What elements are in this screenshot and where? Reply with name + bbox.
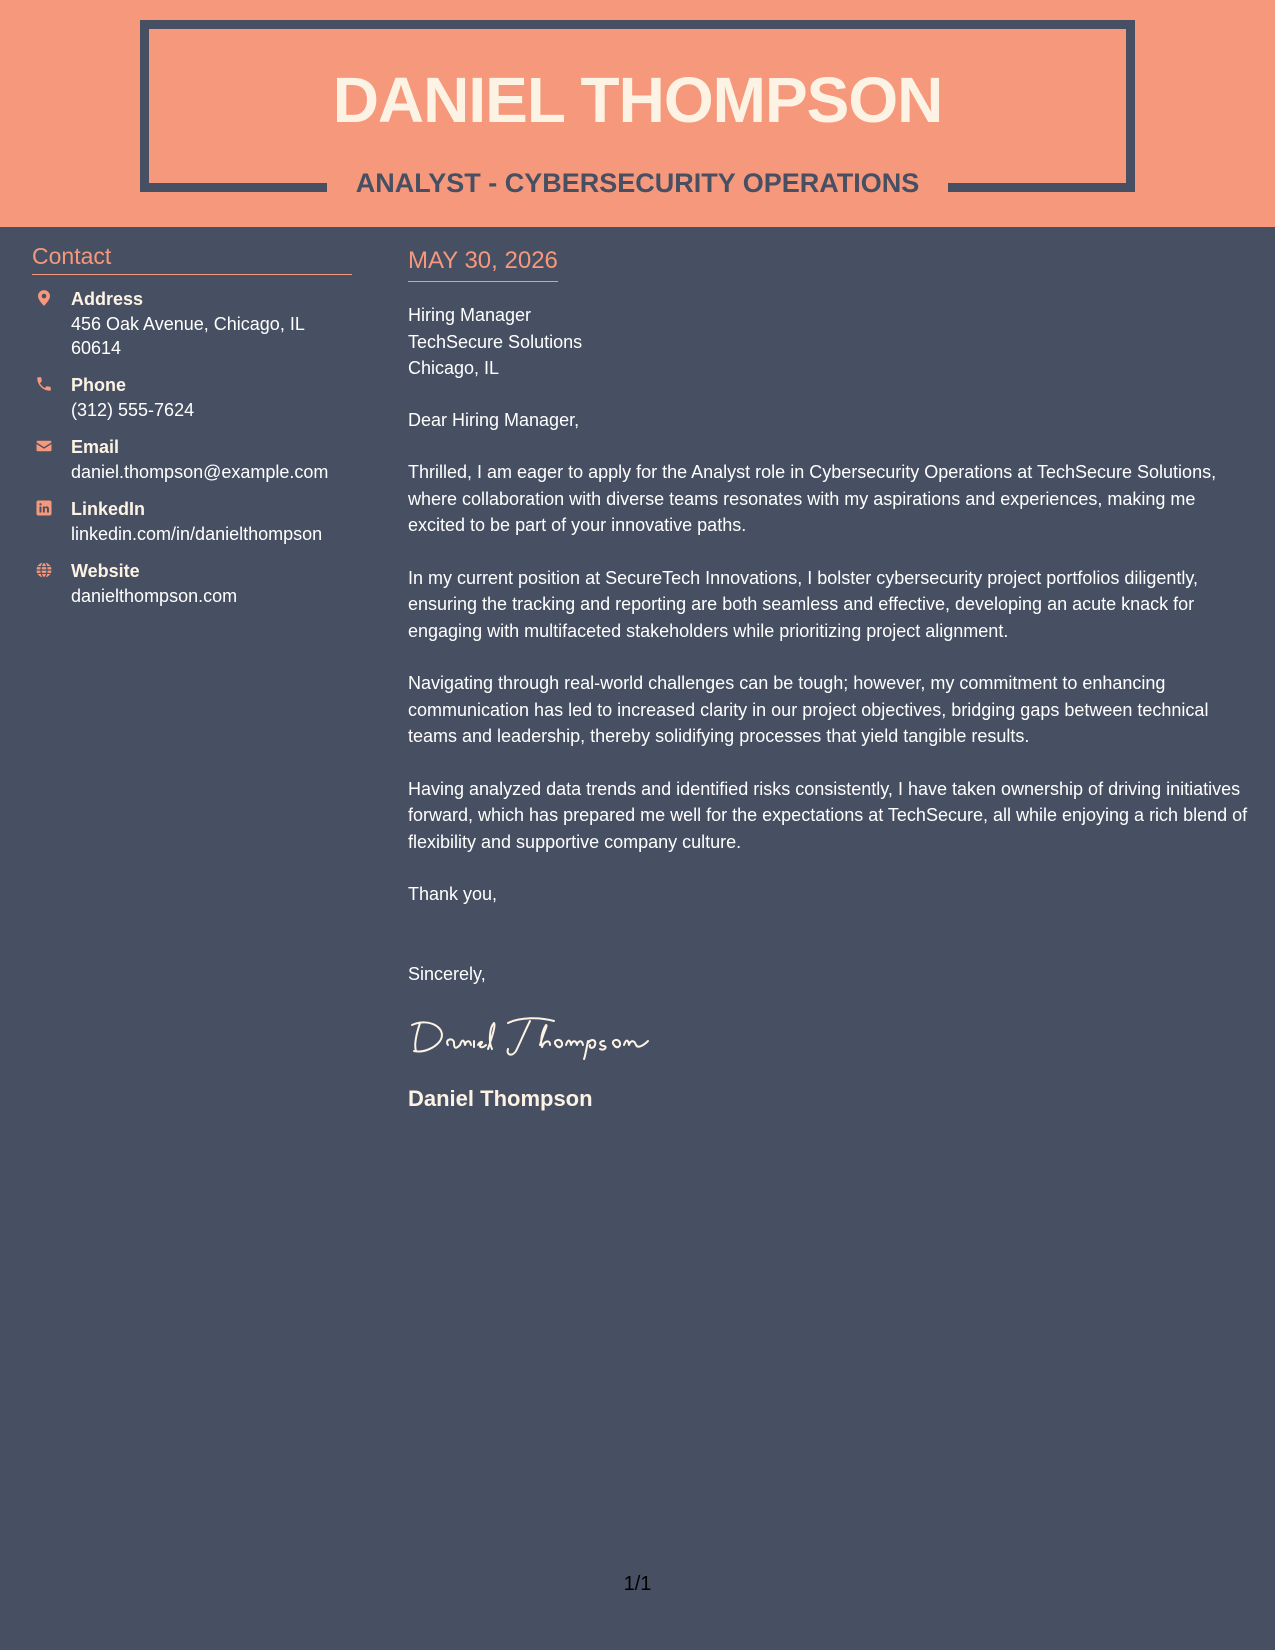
letter-closing-thanks: Thank you,: [408, 884, 498, 904]
job-title: ANALYST - CYBERSECURITY OPERATIONS: [355, 168, 920, 198]
linkedin-icon: [35, 499, 53, 517]
candidate-name: DANIEL THOMPSON: [332, 64, 943, 136]
contact-label-website: Website: [71, 561, 140, 581]
letter-paragraph: In my current position at SecureTech Innovations, I bolster cybersecurity project portfolios diligently, ensuring the tracking and reporting are both seamless and effective, developing an acute knack for engaging with multifaceted stakeholders while prioritizing project alignment.: [408, 567, 1199, 641]
letter-body: [408, 245, 1253, 1114]
contact-value-linkedin: linkedin.com/in/danielthompson: [71, 524, 323, 544]
contact-item-address: [32, 287, 352, 360]
handwritten-signature: [408, 1011, 668, 1061]
globe-icon: [35, 561, 53, 579]
page-number: 1/1: [623, 1573, 652, 1595]
contact-value-email: daniel.thompson@example.com: [71, 462, 329, 482]
contact-item-phone: [32, 373, 352, 422]
contact-label-address: Address: [71, 289, 144, 309]
letter-paragraph: Navigating through real-world challenges can be tough; however, my commitment to enhancing communication has led to increased clarity in our project objectives, bridging gaps between technical teams and leadership, thereby solidifying processes that yield tangible results.: [408, 673, 1209, 746]
envelope-icon: [35, 437, 53, 455]
recipient-block: [408, 302, 1253, 382]
contact-item-email: [32, 435, 352, 484]
letter-greeting: Dear Hiring Manager,: [408, 409, 580, 430]
header-banner: [0, 0, 1275, 227]
contact-heading: Contact: [32, 240, 352, 275]
signer-name: Daniel Thompson: [408, 1086, 593, 1111]
letter-closing-sincerely: Sincerely,: [408, 963, 486, 984]
recipient-line: Hiring Manager: [408, 305, 532, 325]
phone-icon: [35, 375, 53, 393]
contact-label-phone: Phone: [71, 375, 127, 395]
contact-value-address: 456 Oak Avenue, Chicago, IL 60614: [71, 314, 305, 358]
contact-value-phone: (312) 555-7624: [71, 400, 195, 420]
contact-value-website: danielthompson.com: [71, 586, 238, 606]
contact-label-email: Email: [71, 437, 120, 457]
contact-sidebar: [32, 240, 352, 621]
contact-item-website: [32, 559, 352, 608]
letter-date: MAY 30, 2026: [408, 245, 558, 282]
contact-item-linkedin: [32, 497, 352, 546]
map-pin-icon: [35, 289, 53, 307]
contact-label-linkedin: LinkedIn: [71, 499, 146, 519]
letter-paragraph: Having analyzed data trends and identified risks consistently, I have taken ownership of driving initiatives forward, which has prepared me well for the expectations at TechSecure, all while enjoying a rich blend of flexibility and supportive company culture.: [408, 778, 1248, 852]
letter-paragraph: Thrilled, I am eager to apply for the Analyst role in Cybersecurity Operations at TechSecure Solutions, where collaboration with diverse teams resonates with my aspirations and experiences, making me excited to be part of your innovative paths.: [408, 462, 1217, 535]
recipient-line: TechSecure Solutions: [408, 331, 583, 352]
recipient-line: Chicago, IL: [408, 358, 500, 378]
